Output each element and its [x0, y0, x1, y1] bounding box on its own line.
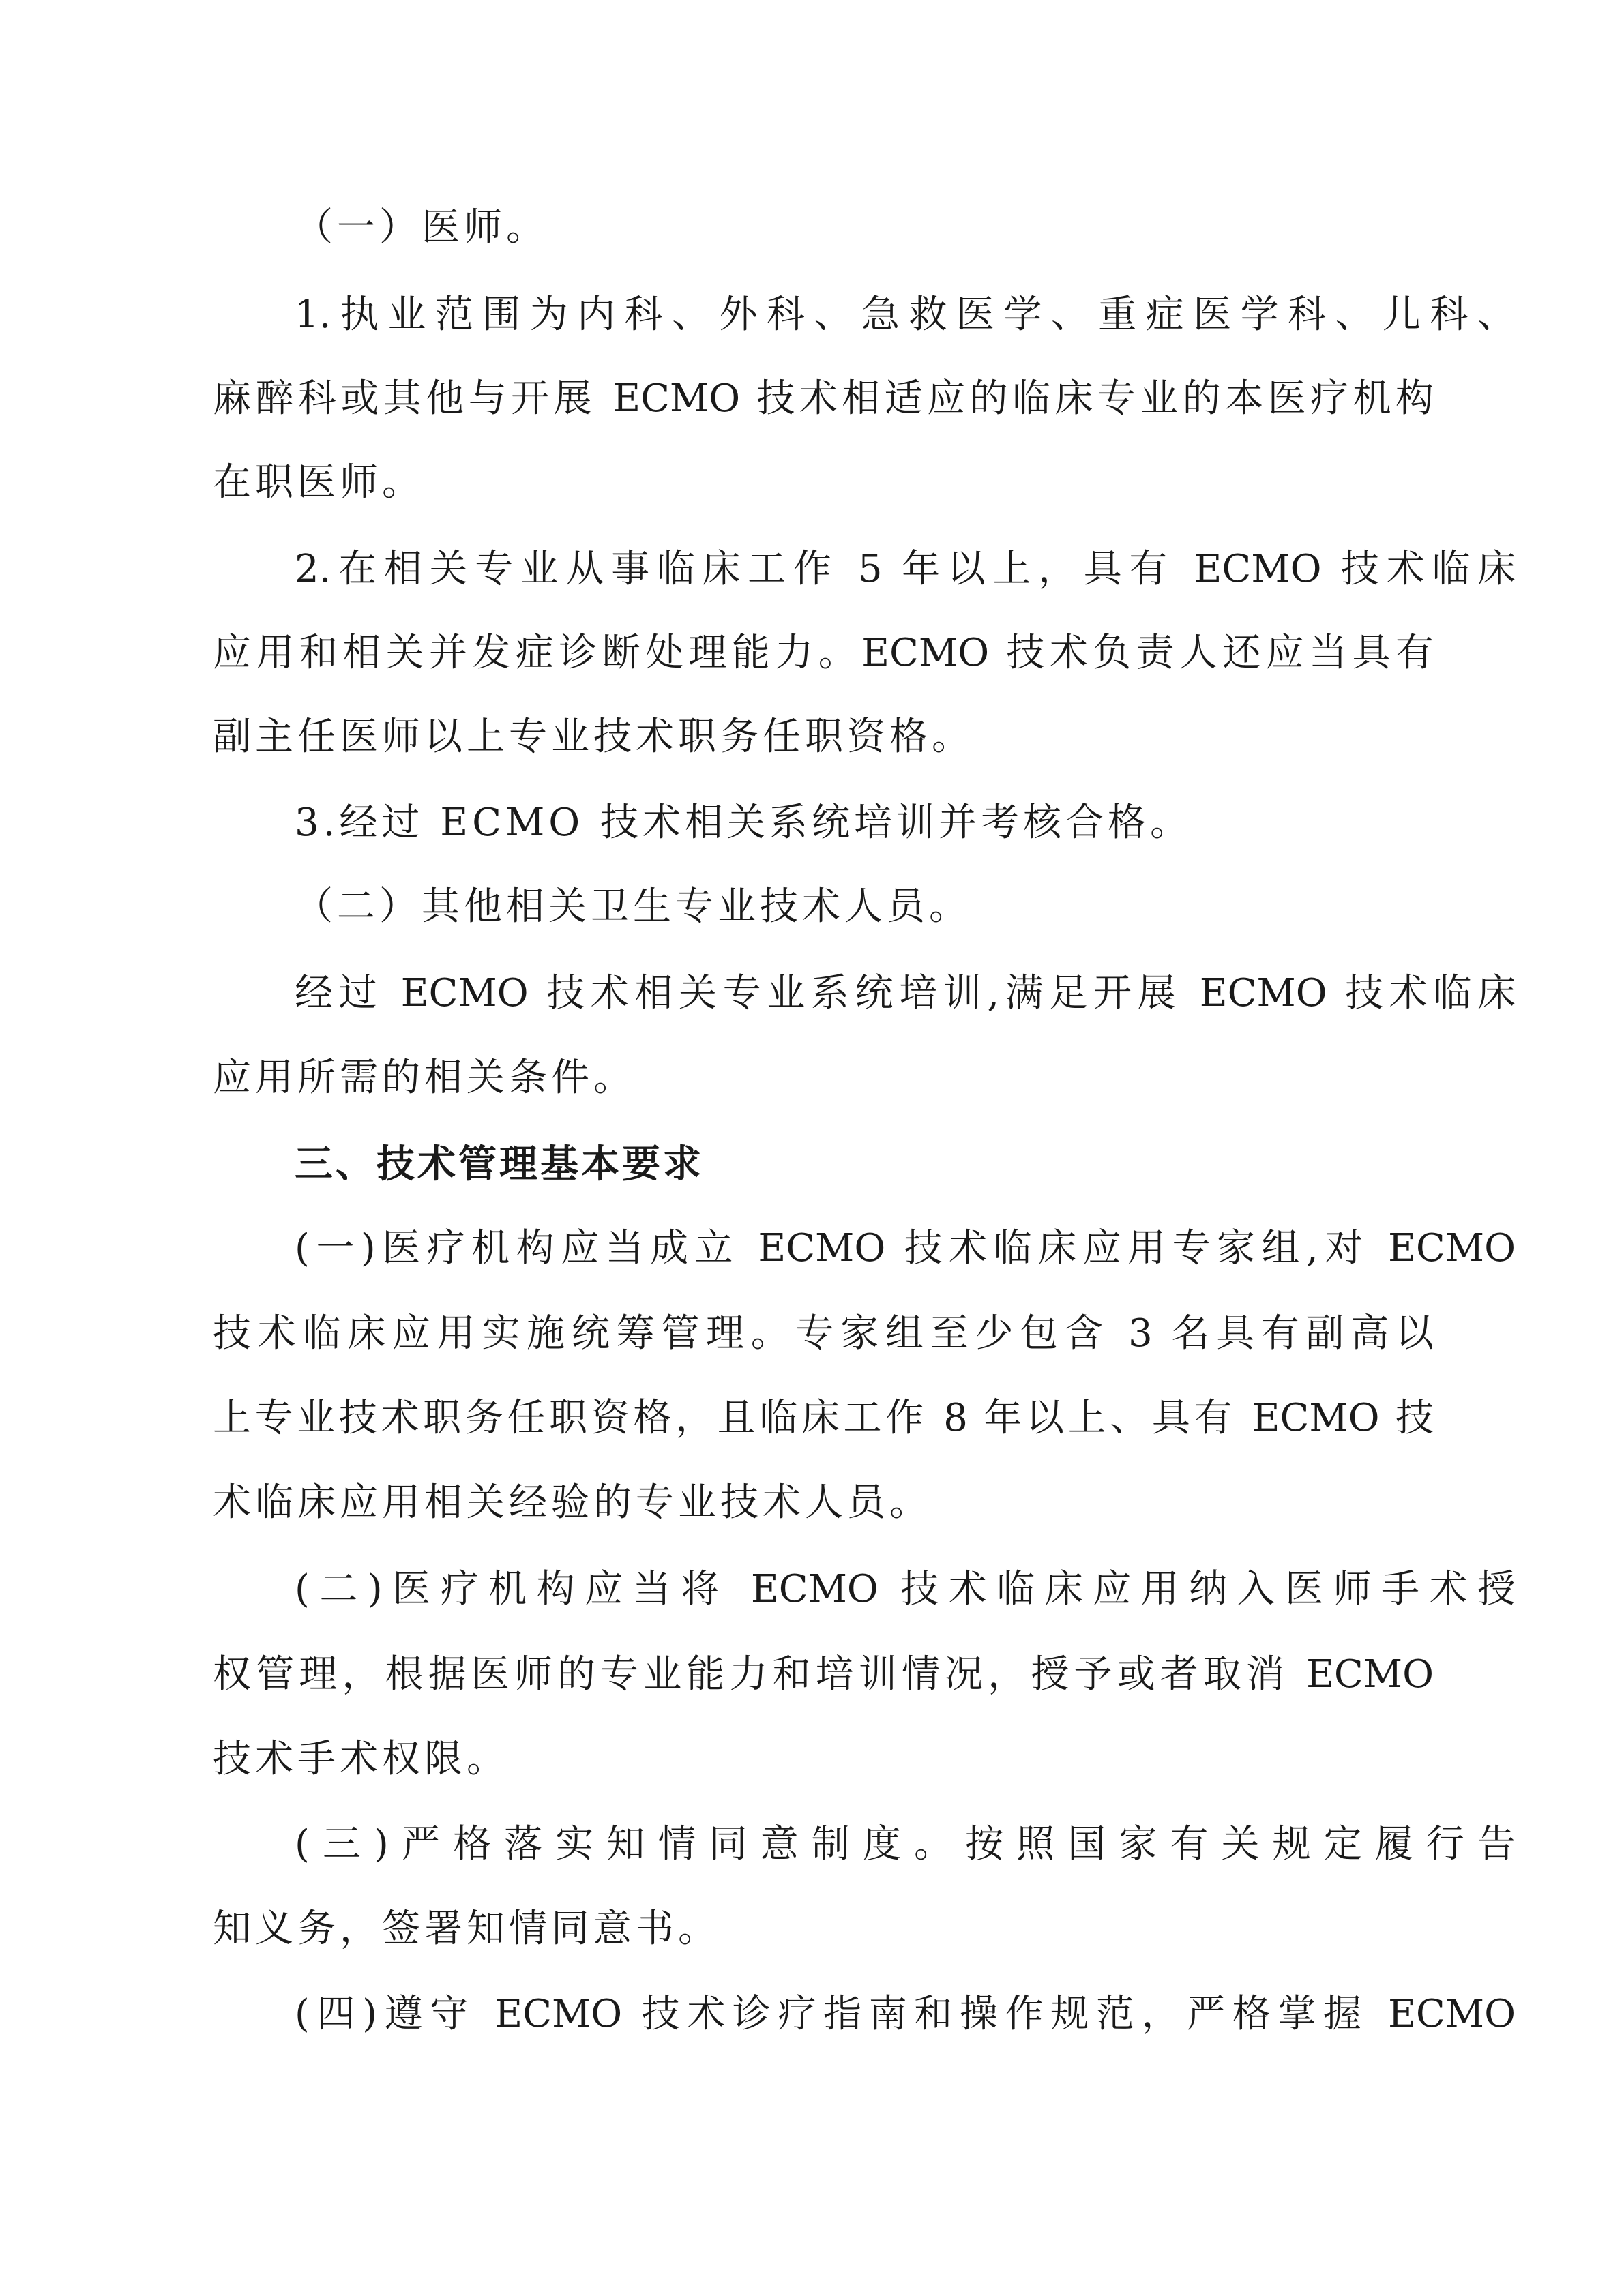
- paragraph-line: 3.经过 ECMO 技术相关系统培训并考核合格。: [295, 801, 1193, 845]
- paragraph-line: (四)遵守 ECMO 技术诊疗指南和操作规范，严格掌握 ECMO: [295, 1992, 1516, 2036]
- paragraph-line: 1.执业范围为内科、外科、急救医学、重症医学科、儿科、: [295, 293, 1516, 337]
- paragraph-line: 知义务，签署知情同意书。: [213, 1907, 720, 1951]
- paragraph-line: 2.在相关专业从事临床工作 5 年以上，具有 ECMO 技术临床: [295, 547, 1516, 591]
- paragraph-line: (三)严格落实知情同意制度。按照国家有关规定履行告: [295, 1822, 1516, 1866]
- paragraph-line: 副主任医师以上专业技术职务任职资格。: [213, 715, 974, 759]
- subsection-heading-other-staff: （二）其他相关卫生专业技术人员。: [295, 884, 971, 929]
- paragraph-line: 术临床应用相关经验的专业技术人员。: [213, 1480, 932, 1525]
- section-heading-technical-management: 三、技术管理基本要求: [295, 1142, 704, 1187]
- paragraph-line: 应用所需的相关条件。: [213, 1056, 636, 1100]
- paragraph-line: 权管理，根据医师的专业能力和培训情况，授予或者取消 ECMO: [213, 1652, 1434, 1697]
- paragraph-line: 上专业技术职务任职资格，且临床工作 8 年以上、具有 ECMO 技: [213, 1396, 1434, 1440]
- paragraph-line: (二)医疗机构应当将 ECMO 技术临床应用纳入医师手术授: [295, 1567, 1516, 1611]
- paragraph-line: 技术临床应用实施统筹管理。专家组至少包含 3 名具有副高以: [213, 1311, 1434, 1356]
- paragraph-line: 经过 ECMO 技术相关专业系统培训,满足开展 ECMO 技术临床: [295, 971, 1516, 1015]
- paragraph-line: 技术手术权限。: [213, 1737, 509, 1781]
- subsection-heading-physician: （一）医师。: [295, 205, 548, 250]
- paragraph-line: 应用和相关并发症诊断处理能力。ECMO 技术负责人还应当具有: [213, 631, 1434, 675]
- paragraph-line: (一)医疗机构应当成立 ECMO 技术临床应用专家组,对 ECMO: [295, 1226, 1516, 1270]
- paragraph-line: 麻醉科或其他与开展 ECMO 技术相适应的临床专业的本医疗机构: [213, 376, 1434, 421]
- paragraph-line: 在职医师。: [213, 460, 424, 505]
